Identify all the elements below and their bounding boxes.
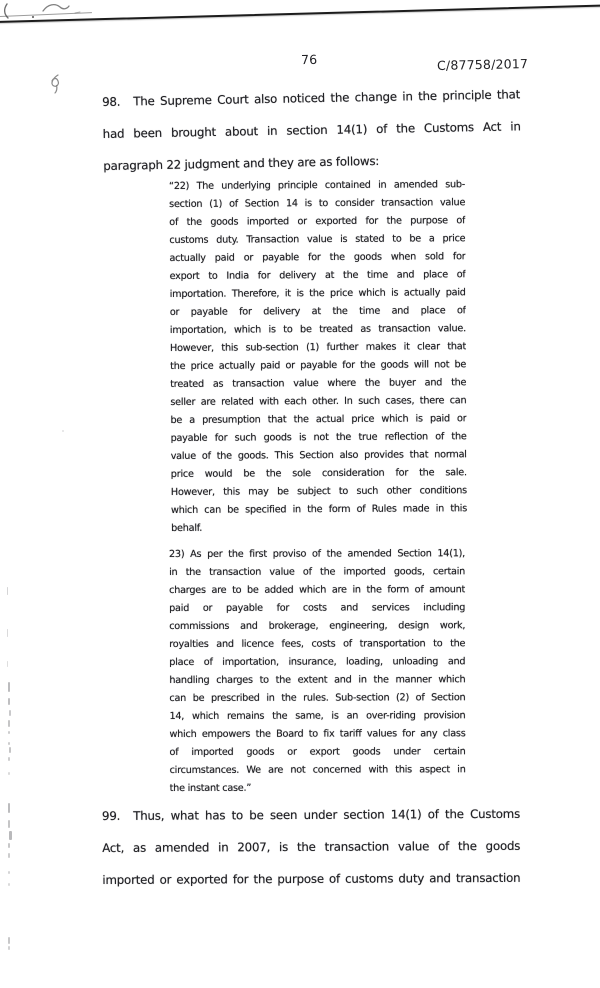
text-line: 99. Thus, what has to be seen under section 14(1) of the Customs bbox=[102, 806, 521, 823]
scan-smudge bbox=[9, 747, 11, 753]
text-line: be a presumption that the actual price which is paid or bbox=[170, 413, 467, 426]
case-number: C/87758/2017 bbox=[436, 56, 529, 73]
scan-smudge bbox=[7, 661, 8, 667]
text-line: or payable for delivery at the time and place of bbox=[169, 305, 466, 318]
scan-smudge bbox=[8, 742, 10, 745]
text-line: commissions and brokerage, engineering, design work, bbox=[169, 620, 466, 632]
scan-smudge bbox=[62, 430, 64, 432]
text-line: circumstances. We are not concerned with this aspect in bbox=[169, 764, 466, 776]
paragraph-23 bbox=[169, 548, 466, 801]
scan-smudge bbox=[8, 843, 10, 848]
scan-smudge bbox=[8, 871, 10, 874]
scan-smudge bbox=[8, 731, 10, 734]
scan-smudge bbox=[8, 803, 10, 813]
text-line: 23) As per the first proviso of the amended Section 14(1), bbox=[169, 548, 466, 560]
text-line: royalties and licence fees, costs of transportation to the bbox=[169, 638, 466, 650]
scan-smudge bbox=[8, 757, 10, 761]
text-line: treated as transaction value where the buyer and the bbox=[170, 377, 467, 390]
text-line: of the goods imported or exported for the purpose of bbox=[169, 215, 466, 228]
page-number: 76 bbox=[300, 51, 318, 68]
text-line: which empowers the Board to fix tariff values for any class bbox=[169, 728, 466, 740]
text-line: the price actually paid or payable for the goods will not be bbox=[170, 359, 467, 372]
handwritten-scribble-icon bbox=[1, 1, 91, 25]
text-line: importation, which is to be treated as transaction value. bbox=[169, 323, 466, 336]
text-line: paid or payable for costs and services including bbox=[169, 602, 466, 614]
text-line: imported or exported for the purpose of customs duty and transaction bbox=[102, 870, 521, 887]
text-line: importation. Therefore, it is the price which is actually paid bbox=[169, 287, 466, 300]
text-line: 14, which remains the same, is an over-riding provision bbox=[169, 710, 466, 722]
text-line: However, this may be subject to such other conditions bbox=[170, 485, 467, 498]
scan-smudge bbox=[8, 883, 10, 886]
scan-smudge bbox=[9, 710, 11, 716]
text-line: Act, as amended in 2007, is the transaction value of the goods bbox=[102, 838, 521, 855]
text-line: customs duty. Transaction value is stated to be a price bbox=[169, 233, 466, 246]
text-line: of imported goods or export goods under certain bbox=[169, 746, 466, 758]
scan-smudge bbox=[8, 820, 10, 828]
text-line: export to India for delivery at the time and place of bbox=[169, 269, 466, 282]
scan-smudge bbox=[8, 772, 10, 775]
text-line: 98. The Supreme Court also noticed the change in the principle that bbox=[102, 87, 521, 109]
text-line: However, this sub-section (1) further makes it clear that bbox=[169, 341, 467, 354]
text-line: paragraph 22 judgment and they are as follows: bbox=[103, 153, 380, 173]
scan-smudge bbox=[8, 698, 10, 705]
text-line: which can be specified in the form of Rules made in this bbox=[170, 503, 468, 516]
paragraph-98 bbox=[102, 87, 522, 191]
text-line: place of importation, insurance, loading, unloading and bbox=[169, 656, 466, 668]
scan-smudge bbox=[8, 682, 10, 692]
text-line: in the transaction value of the imported goods, certain bbox=[169, 566, 466, 578]
paragraph-22 bbox=[169, 179, 467, 541]
scan-smudge bbox=[8, 720, 10, 727]
paragraph-number: 99. bbox=[102, 808, 121, 823]
text-line: value of the goods. This Section also provides that normal bbox=[170, 449, 467, 462]
scan-smudge bbox=[7, 629, 8, 637]
text-line: had been brought about in section 14(1) of the Customs Act in bbox=[102, 119, 521, 141]
text-line: can be prescribed in the rules. Sub-section (2) of Section bbox=[169, 692, 466, 704]
text-line: actually paid or payable for the goods when sold for bbox=[169, 251, 466, 264]
scan-smudge bbox=[8, 853, 10, 858]
text-line: section (1) of Section 14 is to consider transaction value bbox=[169, 197, 466, 210]
text-line: payable for such goods is not the true reflection of the bbox=[170, 431, 467, 444]
paragraph-number: 98. bbox=[102, 94, 121, 109]
scan-smudge bbox=[8, 937, 10, 944]
paragraph-99 bbox=[102, 807, 520, 905]
text-line: seller are related with each other. In such cases, there can bbox=[170, 395, 467, 408]
text-line: behalf. bbox=[171, 522, 203, 534]
scan-smudge bbox=[9, 831, 12, 840]
scan-smudge bbox=[7, 587, 8, 595]
text-line: price would be the sole consideration for the sale. bbox=[170, 467, 467, 480]
text-line: handling charges to the extent and in the manner which bbox=[169, 674, 466, 686]
text-line: the instant case.” bbox=[169, 782, 252, 794]
text-line: “22) The underlying principle contained in amended sub- bbox=[169, 179, 466, 192]
scan-smudge bbox=[8, 946, 10, 950]
text-line: charges are to be added which are in the form of amount bbox=[169, 584, 466, 596]
handwritten-mark-icon bbox=[46, 70, 70, 96]
